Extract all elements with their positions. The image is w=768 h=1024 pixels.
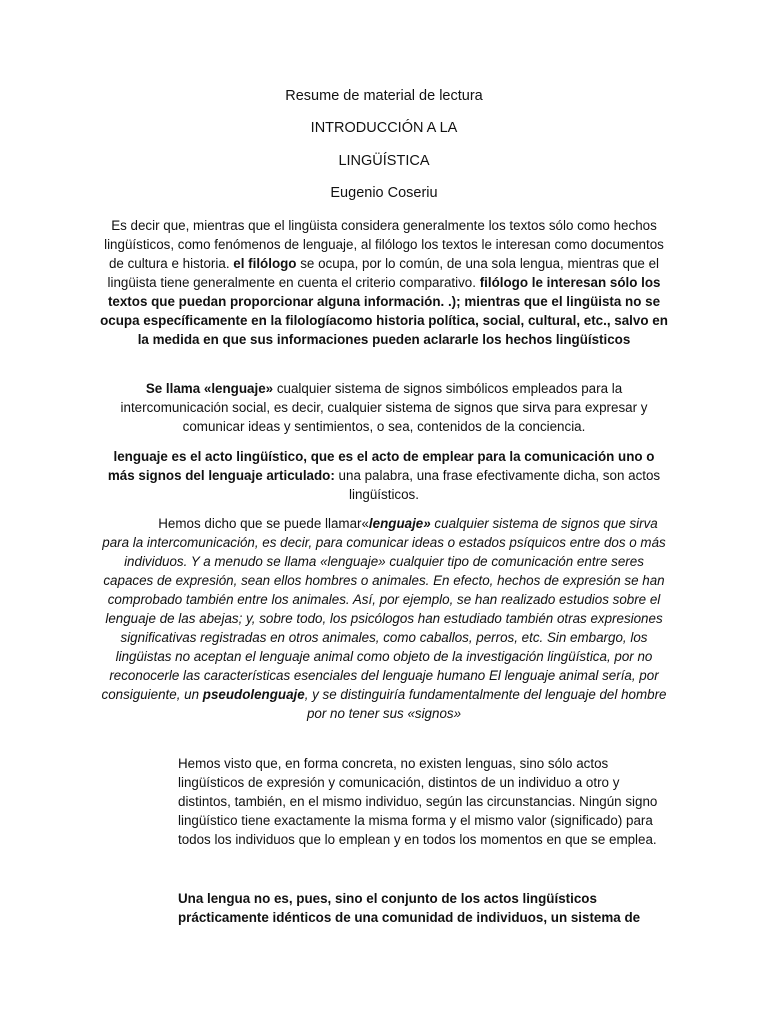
paragraph-2-bold-a: Se llama «lenguaje» [145, 381, 274, 396]
paragraph-4-text-c: cualquier sistema de signos que sirva para la intercomunicación, es decir, para comunicar ideas o estados psíquicos entre dos o más individuos. Y a menudo se llama «lenguaje» cualquier tipo de comunicación entre seres capaces de expresión, sean ellos hombres o animales. En efecto, hechos de expresión se han comprobado también entre los animales. Así, por ejemplo, se han realizado estudios sobre el lenguaje de las abejas; y, sobre todo, los psicólogos han estudiado también otras expresiones significativas registradas en otros animales, como caballos, perros, etc. Sin embargo, los lingüistas no aceptan el lenguaje animal como objeto de la investigación lingüística, por no reconocerle las características esenciales del lenguaje humano El lenguaje animal sería, por consiguiente, un [101, 516, 666, 702]
paragraph-1-bold-d: filólogo le interesan sólo los textos que puedan proporcionar alguna información. .); mientras que el lingüista no se ocupa específicamente en la filologíacomo historia política, social, cultural, etc., salvo en la medida en que sus informaciones pueden aclararle los hechos lingüísticos [100, 275, 668, 347]
paragraph-1-text-c: se ocupa, por lo común, de una sola lengua, mientras que el lingüista tiene generalmente en cuenta el criterio comparativo. [107, 256, 660, 290]
paragraph-1-text-a: Es decir que, mientras que el lingüista considera generalmente los textos sólo como hechos lingüísticos, como fenómenos de lenguaje, al filólogo los textos le interesan como documentos de cultura e historia. [104, 218, 664, 271]
paragraph-4-quote [100, 514, 668, 723]
paragraph-4-bold-lenguaje: lenguaje» [368, 516, 431, 531]
paragraph-6: Una lengua no es, pues, sino el conjunto de los actos lingüísticos prácticamente idénticos de una comunidad de individuos, un sistema de [178, 891, 641, 925]
paragraph-2 [100, 379, 668, 436]
paragraph-5: Hemos visto que, en forma concreta, no existen lenguas, sino sólo actos lingüísticos de expresión y comunicación, distintos de un individuo a otro y distintos, también, en el mismo individuo, según las circunstancias. Ningún signo lingüístico tiene exactamente la misma forma y el mismo valor (significado) para todos los individuos que lo emplean y en todos los momentos en que se emplea. [178, 756, 658, 847]
paragraph-4-bold-pseudolenguaje: pseudolenguaje [202, 687, 305, 702]
paragraph-2-text-b: cualquier sistema de signos simbólicos empleados para la intercomunicación social, es decir, cualquier sistema de signos que sirva para expresar y comunicar ideas y sentimientos, o sea, contenidos de la conciencia. [120, 381, 648, 434]
title-line-1: INTRODUCCIÓN A LA [310, 120, 458, 136]
author-name: Eugenio Coseriu [330, 185, 438, 201]
paragraph-4-text-e: , y se distinguiría fundamentalmente del lenguaje del hombre por no tener sus «signos» [304, 687, 667, 721]
paragraph-1-bold-filologo: el filólogo [233, 256, 297, 271]
paragraph-1 [100, 216, 668, 349]
header-line-1: Resume de material de lectura [285, 88, 483, 104]
paragraph-3-text-b: una palabra, una frase efectivamente dicha, son actos lingüísticos. [334, 468, 661, 502]
paragraph-4-text-a: Hemos dicho que se puede llamar« [158, 516, 369, 531]
paragraph-3 [100, 447, 668, 504]
paragraph-3-bold-a: lenguaje es el acto lingüístico, que es el acto de emplear para la comunicación uno o más signos del lenguaje articulado: [107, 449, 655, 483]
title-line-2: LINGÜÍSTICA [338, 153, 430, 169]
